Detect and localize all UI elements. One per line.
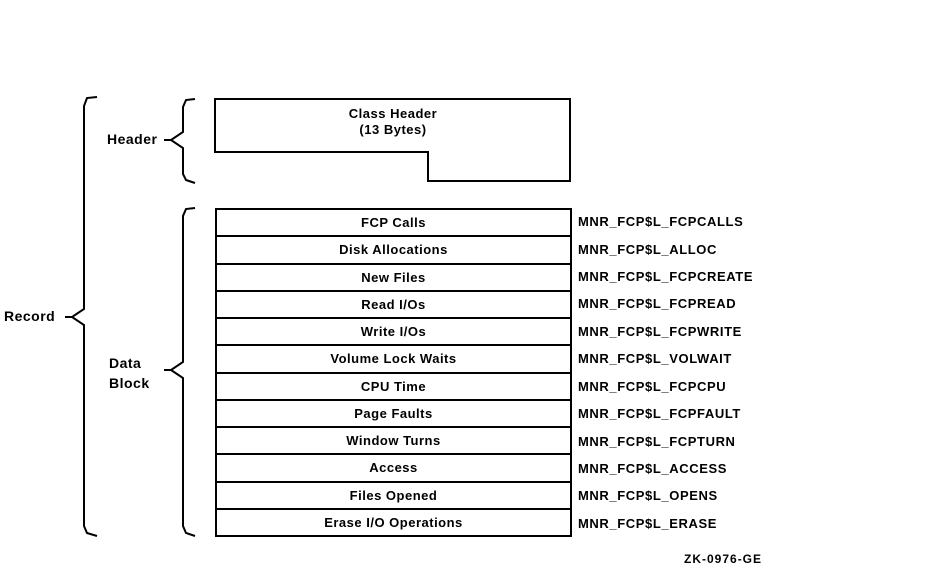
table-row: Read I/Os: [217, 292, 570, 319]
data-block-label-line2: Block: [109, 375, 150, 391]
table-row: Erase I/O Operations: [324, 514, 463, 530]
symbol-label: MNR_FCP$L_FCPCREATE: [578, 269, 754, 285]
table-row: Files Opened: [217, 483, 570, 510]
figure-id: ZK-0976-GE: [684, 552, 763, 566]
symbol-label: MNR_FCP$L_FCPTURN: [578, 433, 736, 449]
symbol-label: MNR_FCP$L_FCPFAULT: [578, 406, 741, 422]
table-row: CPU Time: [217, 374, 570, 401]
table-row: Disk Allocations: [217, 237, 570, 264]
class-header-title: Class Header: [348, 106, 438, 121]
table-row: Write I/Os: [217, 319, 570, 346]
symbol-label: MNR_FCP$L_ACCESS: [578, 461, 728, 476]
data-block-label-line1: Data: [109, 355, 142, 371]
symbol-label: MNR_FCP$L_OPENS: [578, 488, 718, 504]
header-label: Header: [107, 131, 158, 147]
record-label: Record: [4, 308, 56, 324]
symbol-label: MNR_FCP$L_FCPWRITE: [578, 323, 742, 339]
data-block-table: [215, 208, 572, 537]
table-row: FCP Calls: [217, 210, 570, 237]
table-row: Window Turns: [217, 428, 570, 455]
data-block-brace-icon: [171, 208, 195, 536]
header-brace-icon: [171, 99, 195, 183]
symbol-labels: [578, 208, 753, 537]
symbol-label: MNR_FCP$L_FCPREAD: [578, 296, 737, 312]
symbol-label: MNR_FCP$L_FCPCALLS: [578, 214, 744, 230]
table-row: Access: [217, 455, 570, 482]
table-row: New Files: [217, 265, 570, 292]
table-row: Volume Lock Waits: [217, 346, 570, 373]
record-brace-icon: [72, 97, 97, 536]
class-header-size: (13 Bytes): [359, 122, 427, 137]
symbol-label: MNR_FCP$L_VOLWAIT: [578, 351, 732, 367]
table-row: Page Faults: [217, 401, 570, 428]
symbol-label: MNR_FCP$L_ALLOC: [578, 241, 718, 257]
symbol-label: MNR_FCP$L_FCPCPU: [578, 378, 727, 394]
class-header-text: [215, 106, 571, 138]
data-block-label: [109, 353, 150, 393]
symbol-label: MNR_FCP$L_ERASE: [578, 515, 718, 531]
